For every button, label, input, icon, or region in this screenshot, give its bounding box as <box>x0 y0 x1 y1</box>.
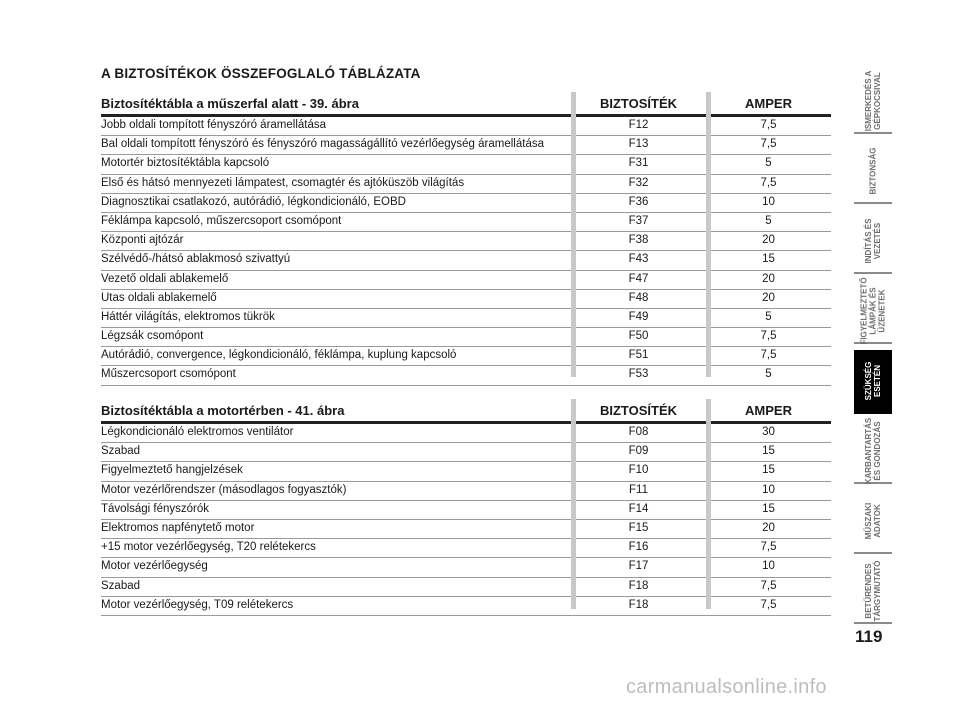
chapter-tab[interactable] <box>854 490 892 554</box>
row-description: Motor vezérlőegység, T09 relétekercs <box>101 598 294 611</box>
section-title: Biztosítéktábla a műszerfal alatt - 39. ábra <box>101 96 359 111</box>
row-description: Első és hátsó mennyezeti lámpatest, csomagtér és ajtóküszöb világítás <box>101 176 465 189</box>
row-amp: 7,5 <box>760 598 777 611</box>
row-amp: 20 <box>762 521 775 534</box>
row-amp: 7,5 <box>760 579 777 592</box>
row-description: Féklámpa kapcsoló, műszercsoport csomópont <box>101 214 342 227</box>
table-row <box>101 443 831 462</box>
row-description: Figyelmeztető hangjelzések <box>101 464 243 477</box>
row-description: Jobb oldali tompított fényszóró áramellátása <box>101 119 327 131</box>
table-rows <box>101 424 831 616</box>
row-amp: 10 <box>762 195 775 208</box>
fuse-table-engine <box>101 399 831 616</box>
chapter-tab-line: ISMERKEDÉS A <box>864 70 873 132</box>
chapter-tab[interactable] <box>854 350 892 414</box>
chapter-tab-line: ADATOK <box>873 504 882 538</box>
chapter-tab-line: KARBANTARTÁS <box>864 417 873 485</box>
chapter-tab-label <box>864 219 882 264</box>
row-description: Légzsák csomópont <box>101 330 204 343</box>
page-title: A BIZTOSÍTÉKOK ÖSSZEFOGLALÓ TÁBLÁZATA <box>101 66 421 81</box>
row-fuse: F49 <box>628 310 649 323</box>
chapter-tab-line: BETŰRENDES <box>864 563 873 619</box>
row-fuse: F16 <box>628 541 649 554</box>
table-rows <box>101 117 831 386</box>
chapter-tab-label <box>864 503 882 539</box>
row-amp: 10 <box>762 483 775 496</box>
table-row <box>101 520 831 539</box>
row-amp: 15 <box>762 253 775 266</box>
table-row <box>101 251 831 270</box>
column-header-amp: AMPER <box>745 96 792 111</box>
row-amp: 30 <box>762 426 775 438</box>
column-divider <box>706 399 711 609</box>
row-description: +15 motor vezérlőegység, T20 relétekercs <box>101 541 316 554</box>
chapter-tab[interactable] <box>854 210 892 274</box>
row-amp: 10 <box>762 560 775 573</box>
row-description: Motor vezérlőegység <box>101 560 208 573</box>
row-description: Diagnosztikai csatlakozó, autórádió, légkondicionáló, EOBD <box>101 195 406 208</box>
row-fuse: F53 <box>628 368 649 381</box>
row-fuse: F11 <box>629 483 648 496</box>
row-amp: 7,5 <box>760 541 777 554</box>
row-description: Szabad <box>101 579 141 592</box>
chapter-tab[interactable] <box>854 140 892 204</box>
chapter-tab-line: MŰSZAKI <box>864 502 873 540</box>
fuse-table-dashboard <box>101 92 831 386</box>
column-header-fuse: BIZTOSÍTÉK <box>599 96 678 111</box>
row-description: Háttér világítás, elektromos tükrök <box>101 310 275 323</box>
table-row <box>101 155 831 174</box>
row-fuse: F51 <box>628 349 649 362</box>
table-row <box>101 347 831 366</box>
row-amp: 20 <box>762 234 775 247</box>
row-fuse: F37 <box>628 214 649 227</box>
row-description: Autórádió, convergence, légkondicionáló, féklámpa, kuplung kapcsoló <box>101 349 457 362</box>
table-row <box>101 117 831 136</box>
table-row <box>101 366 831 385</box>
chapter-tab-line: ÉS GONDOZÁS <box>873 421 882 481</box>
row-fuse: F43 <box>628 253 649 266</box>
column-header-amp: AMPER <box>745 403 792 418</box>
row-description: Szabad <box>101 445 141 458</box>
row-amp: 5 <box>765 214 772 227</box>
row-amp: 20 <box>762 272 775 285</box>
chapter-tab-line: ESETÉN <box>873 364 882 398</box>
row-amp: 7,5 <box>760 349 777 362</box>
table-header <box>101 92 831 114</box>
chapter-tab-label <box>864 362 882 401</box>
row-description: Távolsági fényszórók <box>101 502 210 515</box>
row-amp: 7,5 <box>760 330 777 343</box>
chapter-tab-line: SZÜKSÉG <box>864 361 873 401</box>
table-row <box>101 309 831 328</box>
table-row <box>101 213 831 232</box>
row-amp: 7,5 <box>760 119 777 131</box>
chapter-tab-label <box>860 277 887 344</box>
row-description: Motortér biztosítéktábla kapcsoló <box>101 157 270 170</box>
row-amp: 7,5 <box>760 138 777 151</box>
table-row <box>101 558 831 577</box>
table-row <box>101 501 831 520</box>
row-description: Vezető oldali ablakemelő <box>101 272 229 285</box>
row-amp: 5 <box>765 368 772 381</box>
chapter-tab-label <box>864 71 882 132</box>
chapter-tab-line: FIGYELMEZTETŐ <box>859 277 869 345</box>
chapter-tab-label <box>864 560 882 621</box>
row-amp: 5 <box>765 310 772 323</box>
chapter-tab[interactable] <box>854 277 892 345</box>
table-row <box>101 539 831 558</box>
row-fuse: F08 <box>628 426 649 438</box>
table-row <box>101 290 831 309</box>
column-header-fuse: BIZTOSÍTÉK <box>599 403 678 418</box>
row-fuse: F18 <box>628 598 649 611</box>
table-row <box>101 482 831 501</box>
chapter-tab-line: LÁMPÁK ÉS <box>868 287 878 335</box>
table-row <box>101 578 831 597</box>
row-fuse: F18 <box>628 579 649 592</box>
row-description: Utas oldali ablakemelő <box>101 291 217 304</box>
column-divider <box>706 92 711 377</box>
page-number: 119 <box>855 627 883 646</box>
column-divider <box>571 92 576 377</box>
table-row <box>101 175 831 194</box>
row-description: Szélvédő-/hátsó ablakmosó szivattyú <box>101 253 291 266</box>
table-row <box>101 136 831 155</box>
row-amp: 20 <box>762 291 775 304</box>
section-title: Biztosítéktábla a motortérben - 41. ábra <box>101 403 345 418</box>
row-fuse: F10 <box>628 464 649 477</box>
row-amp: 5 <box>765 157 772 170</box>
column-divider <box>571 399 576 609</box>
row-fuse: F32 <box>628 176 649 189</box>
row-description: Elektromos napfénytető motor <box>101 521 255 534</box>
table-row <box>101 597 831 616</box>
row-description: Motor vezérlőrendszer (másodlagos fogyasztók) <box>101 483 347 496</box>
chapter-tab-line: INDÍTÁS ÉS <box>864 218 873 264</box>
row-fuse: F47 <box>628 272 649 285</box>
chapter-tab[interactable] <box>854 417 892 485</box>
chapter-tab-line: TÁRGYMUTATÓ <box>873 560 882 622</box>
row-fuse: F48 <box>628 291 649 304</box>
row-fuse: F36 <box>628 195 649 208</box>
watermark: carmanualsonline.info <box>626 676 827 698</box>
table-row <box>101 424 831 443</box>
row-amp: 7,5 <box>760 176 777 189</box>
chapter-tab-label <box>864 418 882 485</box>
chapter-tab-line: BIZTONSÁG <box>868 147 878 195</box>
row-amp: 15 <box>762 502 775 515</box>
chapter-tab-line: GÉPKOCSIVAL <box>873 72 882 130</box>
row-fuse: F31 <box>628 157 649 170</box>
row-fuse: F13 <box>628 138 649 151</box>
table-row <box>101 271 831 290</box>
row-fuse: F09 <box>628 445 649 458</box>
chapter-tab[interactable] <box>854 560 892 624</box>
chapter-tab-line: ÜZENETEK <box>877 289 887 333</box>
row-fuse: F12 <box>628 119 649 131</box>
row-fuse: F50 <box>628 330 649 343</box>
row-amp: 15 <box>762 464 775 477</box>
row-description: Központi ajtózár <box>101 234 184 247</box>
chapter-tab-line: VEZETÉS <box>873 222 882 260</box>
chapter-tab-label <box>869 148 878 195</box>
row-description: Műszercsoport csomópont <box>101 368 236 381</box>
table-header <box>101 399 831 421</box>
row-description: Bal oldali tompított fényszóró és fényszóró magasságállító vezérlőegység áramellátása <box>101 138 544 151</box>
table-row <box>101 194 831 213</box>
row-fuse: F14 <box>628 502 649 515</box>
row-amp: 15 <box>762 445 775 458</box>
table-row <box>101 462 831 481</box>
row-fuse: F38 <box>628 234 649 247</box>
row-description: Légkondicionáló elektromos ventilátor <box>101 426 294 438</box>
chapter-tab[interactable] <box>854 70 892 134</box>
row-fuse: F17 <box>628 560 649 573</box>
row-fuse: F15 <box>628 521 649 534</box>
table-row <box>101 328 831 347</box>
table-row <box>101 232 831 251</box>
